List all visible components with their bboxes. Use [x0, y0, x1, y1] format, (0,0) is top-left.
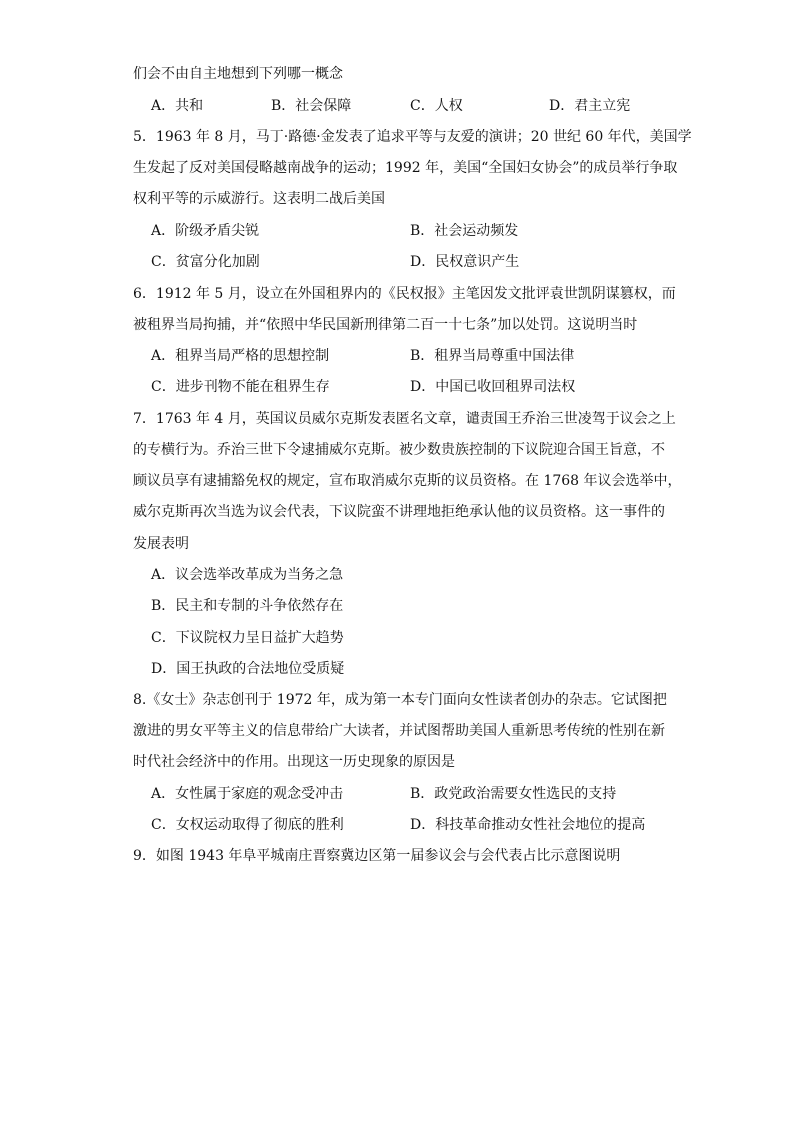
- q6-option-d[interactable]: D．中国已收回租界司法权: [410, 379, 576, 395]
- q7-stem-line-1: 7．1763 年 4 月，英国议员威尔克斯发表匿名文章，谴责国王乔治三世凌驾于议会之上: [133, 411, 676, 427]
- q8-option-d[interactable]: D．科技革命推动女性社会地位的提高: [410, 817, 646, 833]
- q6-option-b[interactable]: B．租界当局尊重中国法律: [410, 348, 575, 364]
- q7-option-a[interactable]: A．议会选举改革成为当务之急: [151, 567, 344, 583]
- q6-option-a[interactable]: A．租界当局严格的思想控制: [151, 348, 330, 364]
- q7-option-c[interactable]: C．下议院权力呈日益扩大趋势: [151, 630, 344, 646]
- q6-stem-line-1: 6．1912 年 5 月，设立在外国租界内的《民权报》主笔因发文批评袁世凯阴谋篡权，而: [133, 286, 676, 302]
- q5-option-c[interactable]: C．贫富分化加剧: [151, 254, 260, 270]
- q5-stem-line-3: 权利平等的示威游行。这表明二战后美国: [133, 191, 385, 207]
- q7-option-d[interactable]: D．国王执政的合法地位受质疑: [151, 661, 345, 677]
- q4-option-d[interactable]: D．君主立宪: [549, 98, 631, 114]
- q5-option-d[interactable]: D．民权意识产生: [410, 254, 520, 270]
- q8-stem-line-2: 激进的男女平等主义的信息带给广大读者，并试图帮助美国人重新思考传统的性别在新: [133, 723, 665, 739]
- q4-option-a[interactable]: A．共和: [151, 98, 204, 114]
- q7-stem-line-5: 发展表明: [133, 536, 189, 552]
- q9-stem-line-1: 9．如图 1943 年阜平城南庄晋察冀边区第一届参议会与会代表占比示意图说明: [133, 848, 621, 864]
- q7-option-b[interactable]: B．民主和专制的斗争依然存在: [151, 598, 344, 614]
- q8-option-b[interactable]: B．政党政治需要女性选民的支持: [410, 786, 617, 802]
- q5-stem-line-2: 生发起了反对美国侵略越南战争的运动；1992 年，美国“全国妇女协会”的成员举行争取: [133, 160, 678, 176]
- q8-option-c[interactable]: C．女权运动取得了彻底的胜利: [151, 817, 344, 833]
- q8-stem-line-1: 8.《女士》杂志创刊于 1972 年，成为第一本专门面向女性读者创办的杂志。它试图把: [133, 692, 667, 708]
- q4-option-b[interactable]: B．社会保障: [271, 98, 352, 114]
- q6-option-c[interactable]: C．进步刊物不能在租界生存: [151, 379, 330, 395]
- q7-stem-line-3: 顾议员享有逮捕豁免权的规定，宣布取消威尔克斯的议员资格。在 1768 年议会选举中，: [133, 473, 682, 489]
- q4-option-c[interactable]: C．人权: [410, 98, 463, 114]
- q5-stem-line-1: 5．1963 年 8 月，马丁·路德·金发表了追求平等与友爱的演讲；20 世纪 60 年代，美国学: [133, 129, 692, 145]
- q4-stem-tail: 们会不由自主地想到下列哪一概念: [133, 66, 343, 82]
- q6-stem-line-2: 被租界当局拘捕，并“依照中华民国新刑律第二百一十七条”加以处罚。这说明当时: [133, 317, 638, 333]
- q8-stem-line-3: 时代社会经济中的作用。出现这一历史现象的原因是: [133, 754, 455, 770]
- q7-stem-line-2: 的专横行为。乔治三世下令逮捕威尔克斯。被少数贵族控制的下议院迎合国王旨意，不: [133, 442, 665, 458]
- q8-option-a[interactable]: A．女性属于家庭的观念受冲击: [151, 786, 344, 802]
- q5-option-a[interactable]: A．阶级矛盾尖锐: [151, 223, 260, 239]
- q5-option-b[interactable]: B．社会运动频发: [410, 223, 519, 239]
- q7-stem-line-4: 威尔克斯再次当选为议会代表，下议院蛮不讲理地拒绝承认他的议员资格。这一事件的: [133, 504, 665, 520]
